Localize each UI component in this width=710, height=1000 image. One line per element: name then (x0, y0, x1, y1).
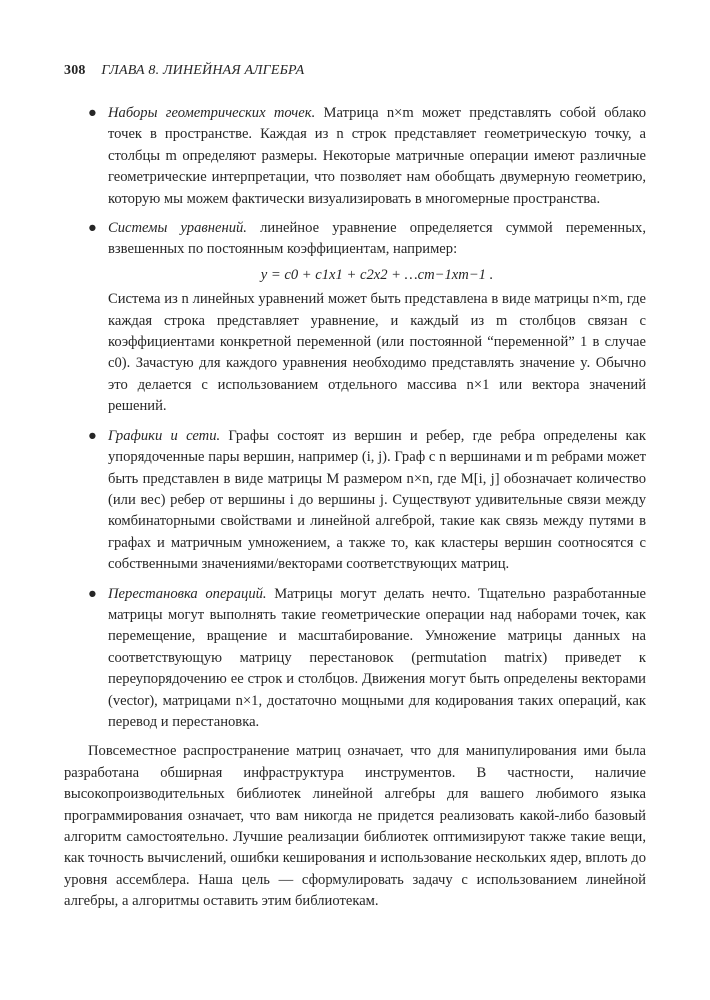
bullet-body: Матрица n×m может представлять собой облако точек в пространстве. Каждая из n строк представляет геометрическую точку, а столбцы m определяют размеры. Некоторые матричные операции имеют различные геометрические интерпретации, что позволяет нам обобщать двумерную геометрию, которую мы можем фактически визуализировать в многомерные пространства. (108, 105, 646, 207)
bullet-item-permutation (64, 584, 646, 734)
bullet-body: линейное уравнение определяется суммой переменных, взвешенных по постоянным коэффициентам, например: (108, 220, 646, 258)
bullet-continuation: Система из n линейных уравнений может быть представлена в виде матрицы n×m, где каждая строка представляет уравнение, и каждый из m столбцов связан с коэффициентами конкретной переменной (или постоянной “переменной” 1 в случае c0). Зачастую для каждого уравнения необходимо представлять значение y. Обычно это делается с использованием отдельного массива n×1 или вектора значений решений. (108, 291, 646, 415)
bullet-text (108, 218, 646, 261)
page-body (64, 103, 646, 913)
bullet-item-point-sets (64, 103, 646, 210)
bullet-icon: ● (88, 220, 97, 237)
bullet-body: Матрицы могут делать нечто. Тщательно разработанные матрицы могут выполнять такие геометрические операции над наборами точек, как перемещение, вращение и масштабирование. Умножение матрицы данных на соответствующую матрицу перестановок (permutation matrix) приведет к переупорядочению ее строк и столбцов. Движения могут быть определены векторами (vector), матрицами n×1, достаточно мощными для кодирования таких операций, как перевод и перестановка. (108, 585, 646, 730)
chapter-title: ГЛАВА 8. ЛИНЕЙНАЯ АЛГЕБРА (101, 63, 305, 78)
bullet-item-graphs (64, 426, 646, 576)
body-paragraph: Повсеместное распространение матриц означает, что для манипулирования ими была разработана обширная инфраструктура инструментов. В частности, наличие высокопроизводительных библиотек линейной алгебры для вашего любимого языка программирования означает, что вам никогда не придется реализовать какой-либо базовый алгоритм самостоятельно. Лучшие реализации библиотек оптимизируют также такие вещи, как точность вычислений, ошибки кеширования и использование нескольких ядер, вплоть до уровня ассемблера. Наша цель — сформулировать задачу с использованием линейной алгебры, а алгоритмы оставить этим библиотекам. (64, 743, 646, 910)
bullet-lead: Системы уравнений. (108, 220, 247, 237)
bullet-icon: ● (88, 427, 97, 444)
running-header (64, 63, 304, 79)
bullet-lead: Наборы геометрических точек. (108, 105, 316, 121)
equation: y = c0 + c1x1 + c2x2 + …cm−1xm−1 . (260, 266, 494, 283)
bullet-body: Графы состоят из вершин и ребер, где ребра определены как упорядоченные пары вершин, например (i, j). Граф с n вершинами и m ребрами может быть представлен в виде матрицы M размером n×n, где M[i, j] обозначает количество (или вес) ребер от вершины i до вершины j. Существуют удивительные связи между комбинаторными свойствами и линейной алгеброй, такие как связь между путями в графах и матричным умножением, а также то, как кластеры вершин соотносятся с собственными значениями/векторами соответствующих матриц. (108, 427, 646, 573)
bullet-lead: Графики и сети. (108, 427, 221, 444)
bullet-lead: Перестановка операций. (108, 585, 267, 602)
bullet-text (108, 584, 646, 734)
page-number: 308 (64, 63, 86, 78)
bullet-icon: ● (88, 105, 97, 121)
bullet-icon: ● (88, 585, 97, 602)
bullet-text (108, 426, 646, 576)
bullet-item-equations (64, 218, 646, 418)
bullet-text (108, 103, 646, 210)
